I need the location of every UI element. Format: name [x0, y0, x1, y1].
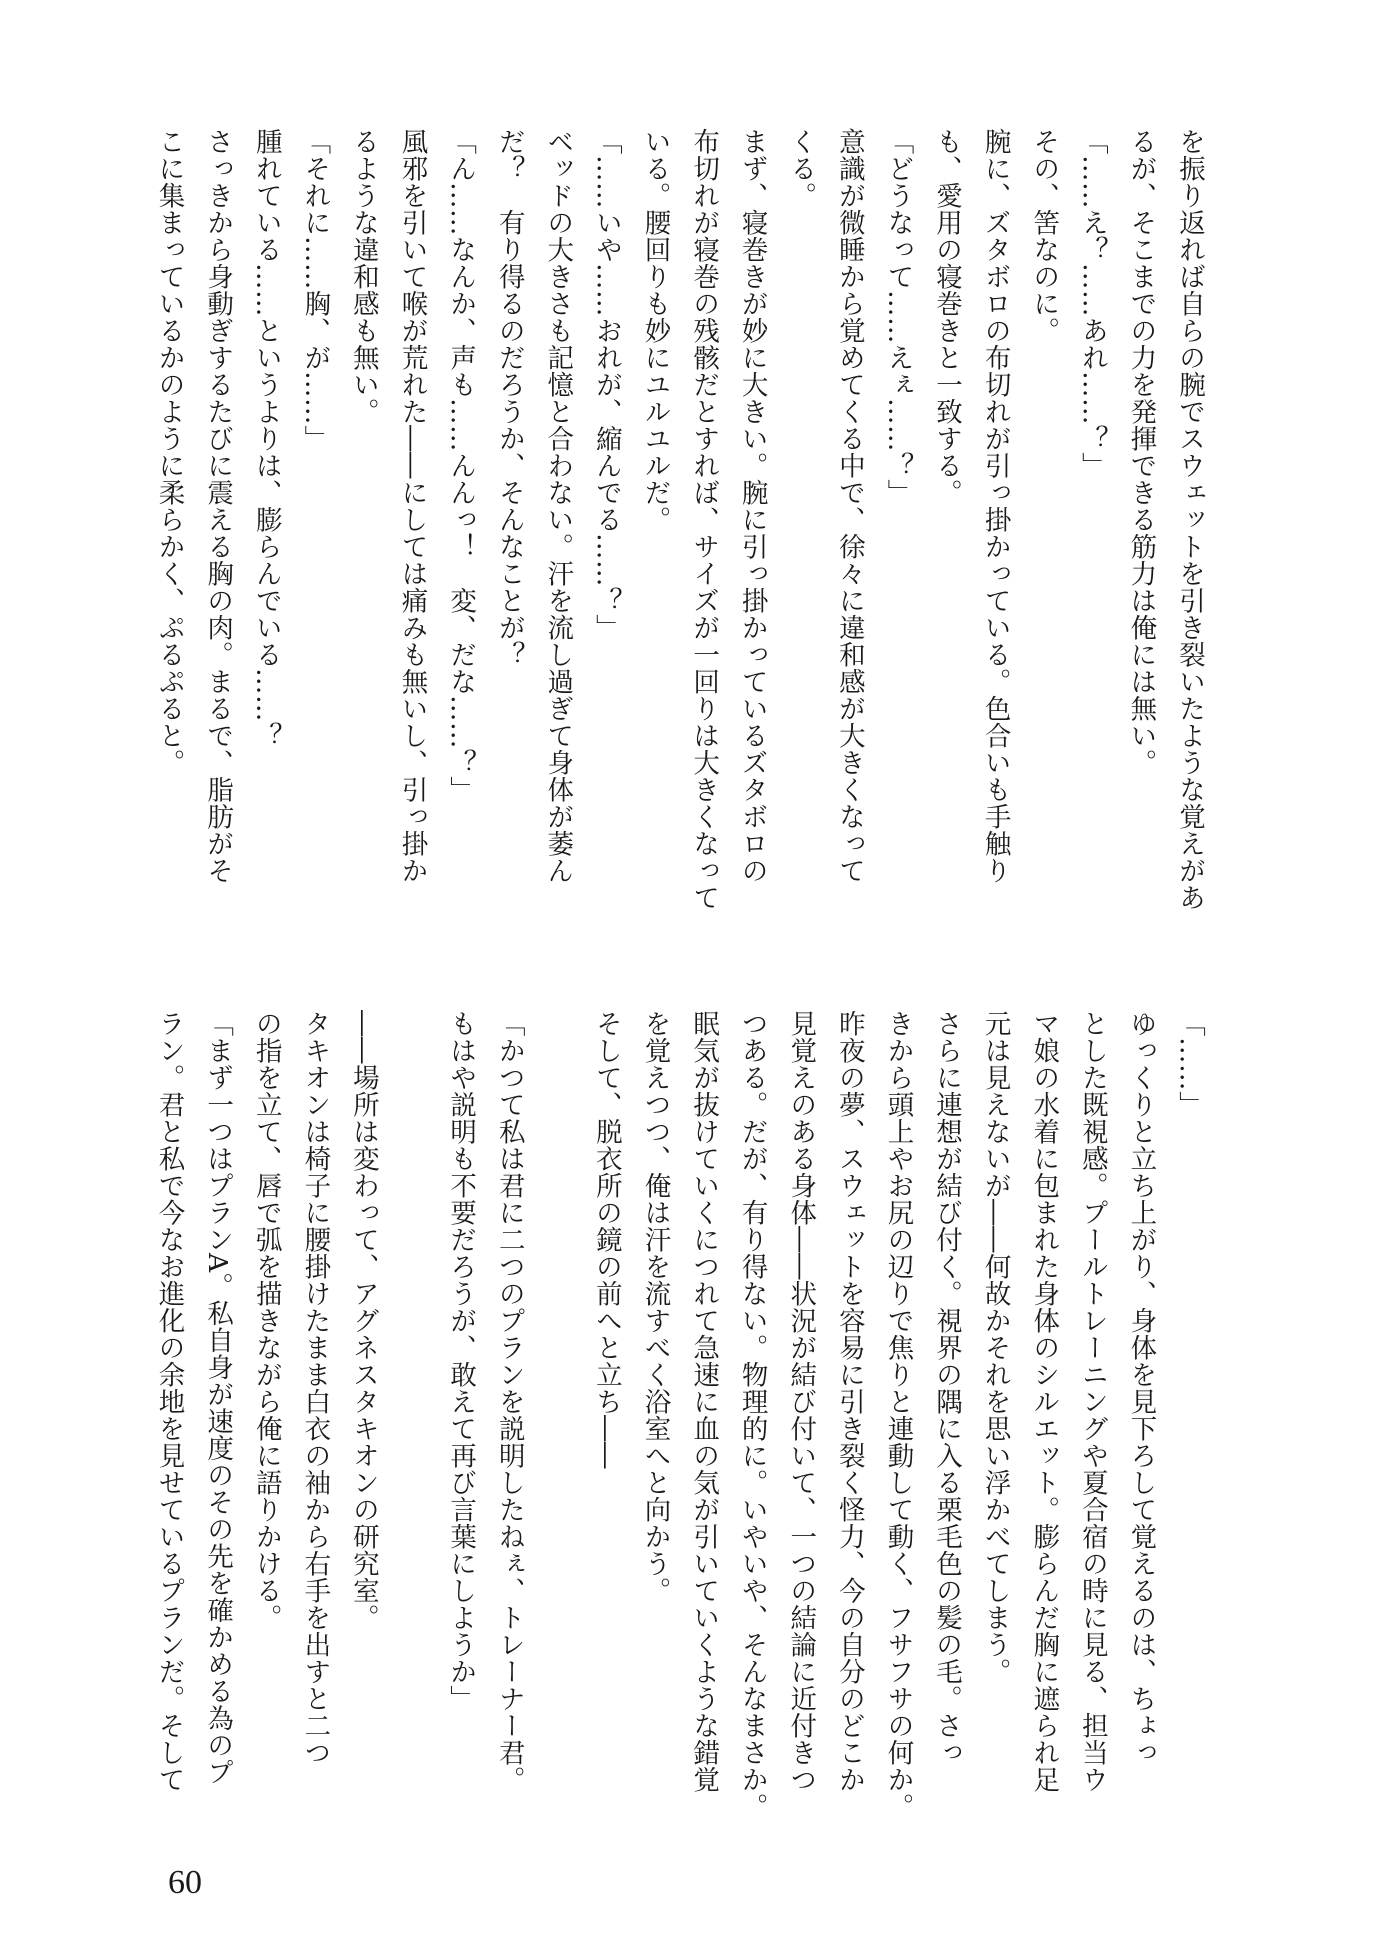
text-line: 風邪を引いて喉が荒れた――にしては痛みも無いし、引っ掛か [396, 128, 428, 884]
text-line: るが、そこまでの力を発揮できる筋力は俺には無い。 [1125, 128, 1157, 776]
text-line: いる。腰回りも妙にユルユルだ。 [639, 128, 671, 533]
text-line: まず、寝巻きが妙に大きい。腕に引っ掛かっているズタボロの [736, 128, 768, 884]
text-line: 腫れている……というよりは、膨らんでいる……？ [250, 128, 282, 749]
text-line: 「どうなって……えぇ……？」 [882, 128, 914, 506]
text-line: くる。 [785, 128, 817, 209]
text-block-top [153, 128, 1213, 970]
text-line: るような違和感も無い。 [347, 128, 379, 425]
text-line: 布切れが寝巻の残骸だとすれば、サイズが一回りは大きくなって [688, 128, 720, 911]
text-line: タキオンは椅子に腰掛けたまま白衣の袖から右手を出すと二つ [299, 1010, 331, 1766]
text-line: 元は見えないが――何故かそれを思い浮かべてしまう。 [979, 1010, 1011, 1685]
text-line: 「ん……なんか、声も……んんっ！ 変、だな……？」 [445, 128, 477, 803]
text-line: さっきから身動ぎするたびに震える胸の肉。まるで、脂肪がそ [202, 128, 234, 884]
text-line: ベッドの大きさも記憶と合わない。汗を流し過ぎて身体が萎ん [542, 128, 574, 884]
text-line: 「……いや……おれが、縮んでる……？」 [590, 128, 622, 641]
text-line: だ？ 有り得るのだろうか、そんなことが？ [493, 128, 525, 668]
text-line: 「……え？……あれ……？」 [1076, 128, 1108, 479]
text-line: 腕に、ズタボロの布切れが引っ掛かっている。色合いも手触り [979, 128, 1011, 884]
text-line: とした既視感。プールトレーニングや夏合宿の時に見る、担当ウ [1076, 1010, 1108, 1793]
blank-line [387, 1010, 436, 1852]
text-line: そして、脱衣所の鏡の前へと立ち―― [590, 1010, 622, 1469]
text-line: 意識が微睡から覚めてくる中で、徐々に違和感が大きくなって [833, 128, 865, 884]
text-line: を覚えつつ、俺は汗を流すべく浴室へと向かう。 [639, 1010, 671, 1604]
text-line: 昨夜の夢、スウェットを容易に引き裂く怪力、今の自分のどこか [833, 1010, 865, 1793]
text-line: ゆっくりと立ち上がり、身体を見下ろして覚えるのは、ちょっ [1125, 1010, 1157, 1766]
text-block-bottom [153, 1010, 1213, 1852]
text-line: こに集まっているかのように柔らかく、ぷるぷると。 [153, 128, 185, 776]
text-line: 眠気が抜けていくにつれて急速に血の気が引いていくような錯覚 [688, 1010, 720, 1793]
text-line: 「まず一つはプランA。私自身が速度のその先を確かめる為のプ [202, 1010, 234, 1786]
text-line: の指を立て、唇で弧を描きながら俺に語りかける。 [250, 1010, 282, 1631]
text-line: 「かつて私は君に二つのプランを説明したねぇ、トレーナー君。 [493, 1010, 525, 1793]
text-line: きから頭上やお尻の辺りで焦りと連動して動く、フサフサの何か。 [882, 1010, 914, 1820]
text-line: 見覚えのある身体――状況が結び付いて、一つの結論に近付きつ [785, 1010, 817, 1793]
text-line: つある。だが、有り得ない。物理的に。いやいや、そんなまさか。 [736, 1010, 768, 1820]
text-line: その、筈なのに。 [1028, 128, 1060, 344]
text-line: もはや説明も不要だろうが、敢えて再び言葉にしようか」 [445, 1010, 477, 1712]
text-line: ラン。君と私で今なお進化の余地を見せているプランだ。そして [153, 1010, 185, 1793]
text-line: マ娘の水着に包まれた身体のシルエット。膨らんだ胸に遮られ足 [1028, 1010, 1060, 1793]
text-line: 「……」 [1174, 1010, 1205, 1118]
page-number: 60 [168, 1864, 202, 1901]
text-line: 「それに……胸、が……」 [299, 128, 331, 452]
text-line: も、愛用の寝巻きと一致する。 [931, 128, 963, 506]
text-line: ――場所は変わって、アグネスタキオンの研究室。 [347, 1010, 379, 1631]
text-line: を振り返れば自らの腕でスウェットを引き裂いたような覚えがあ [1174, 128, 1205, 911]
blank-line [533, 1010, 582, 1852]
text-line: さらに連想が結び付く。視界の隅に入る栗毛色の髪の毛。さっ [931, 1010, 963, 1766]
